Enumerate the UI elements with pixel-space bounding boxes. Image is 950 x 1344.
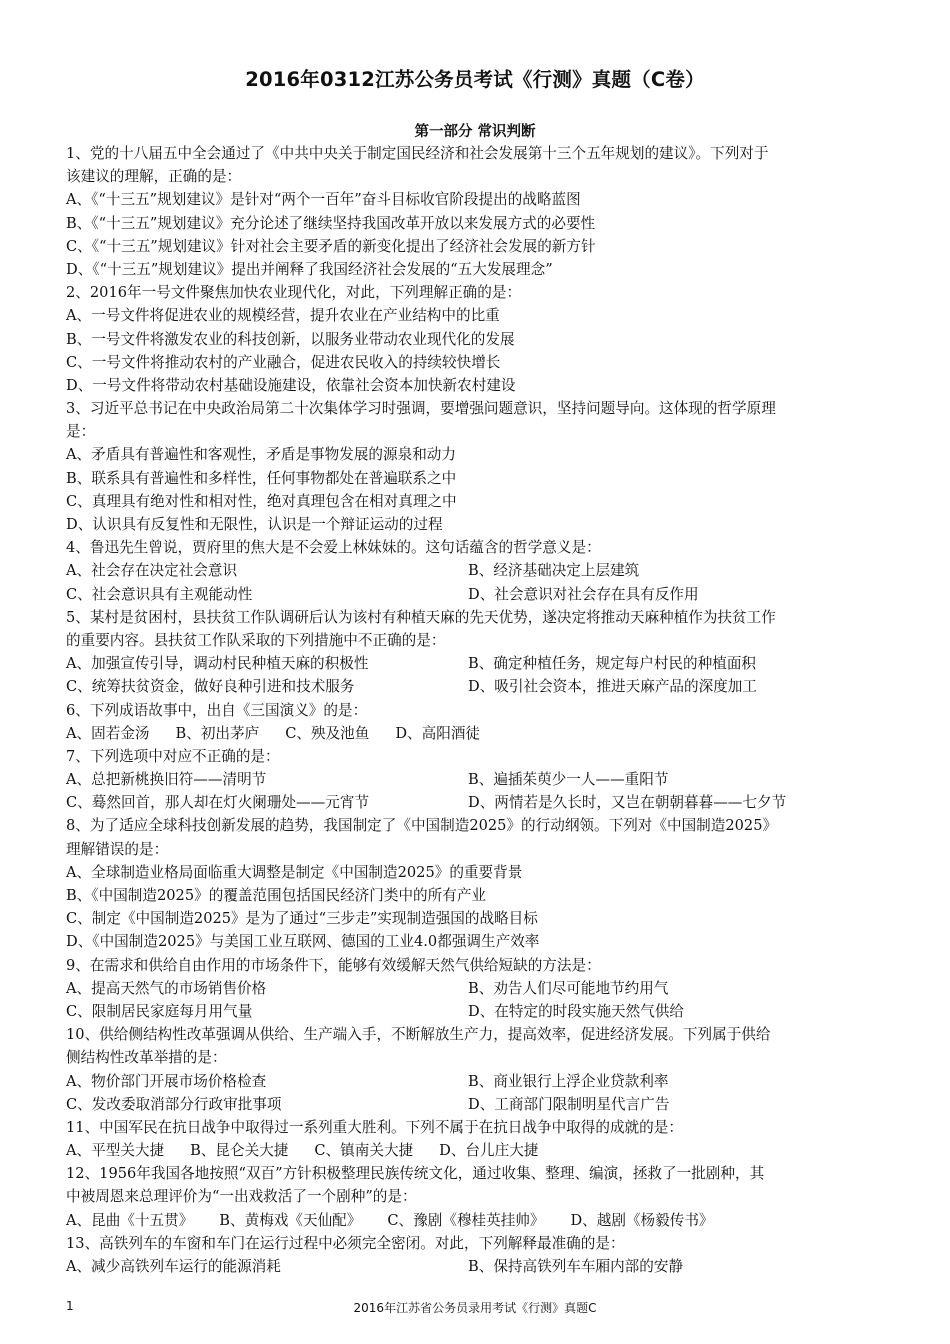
option: B、昆仑关大捷 xyxy=(190,1142,289,1160)
option: B、《中国制造2025》的覆盖范围包括国民经济门类中的所有产业 xyxy=(66,887,487,904)
option: D、《“十三五”规划建议》提出并阐释了我国经济社会发展的“五大发展理念” xyxy=(66,260,553,278)
option: C、豫剧《穆桂英挂帅》 xyxy=(387,1211,545,1229)
option: C、限制居民家庭每月用气量 xyxy=(66,1002,253,1020)
option: C、镇南关大捷 xyxy=(314,1142,414,1160)
question xyxy=(66,745,886,815)
option: C、社会意识具有主观能动性 xyxy=(66,585,253,603)
option: C、蓦然回首，那人却在灯火阑珊处——元宵节 xyxy=(66,794,370,812)
option: A、加强宣传引导，调动村民种植天麻的积极性 xyxy=(66,655,369,673)
option: C、真理具有绝对性和相对性，绝对真理包含在相对真理之中 xyxy=(66,492,457,510)
question-stem: 9、在需求和供给自由作用的市场条件下，能够有效缓解天然气供给短缺的方法是： xyxy=(66,956,601,974)
question xyxy=(66,1023,886,1116)
option: D、台儿庄大捷 xyxy=(439,1142,539,1160)
option: D、工商部门限制明星代言广告 xyxy=(468,1095,670,1113)
question-list xyxy=(66,142,886,1278)
question-stem: 该建议的理解，正确的是： xyxy=(66,168,242,186)
option: A、总把新桃换旧符——清明节 xyxy=(66,771,267,789)
option: D、一号文件将带动农村基础设施建设，依靠社会资本加快新农村建设 xyxy=(66,376,516,394)
option: A、物价部门开展市场价格检查 xyxy=(66,1072,267,1090)
option: D、《中国制造2025》与美国工业互联网、德国的工业4.0都强调生产效率 xyxy=(66,933,540,951)
option: B、商业银行上浮企业贷款利率 xyxy=(468,1072,669,1090)
question-stem: 理解错误的是： xyxy=(66,840,169,858)
option: B、《“十三五”规划建议》充分论述了继续坚持我国改革开放以来发展方式的必要性 xyxy=(66,214,596,232)
option: B、遍插茱萸少一人——重阳节 xyxy=(468,771,669,789)
option: A、昆曲《十五贯》 xyxy=(66,1211,194,1229)
option: C、殃及池鱼 xyxy=(285,724,370,742)
option: B、黄梅戏《天仙配》 xyxy=(219,1211,362,1229)
question-stem: 的重要内容。县扶贫工作队采取的下列措施中不正确的是： xyxy=(66,631,446,649)
question xyxy=(66,1162,886,1232)
question-stem: 3、习近平总书记在中央政治局第二十次集体学习时强调，要增强问题意识，坚持问题导向。这体现的哲学原理 xyxy=(66,400,776,418)
option: D、两情若是久长时，又岂在朝朝暮暮——七夕节 xyxy=(468,794,787,812)
question-stem: 11、中国军民在抗日战争中取得过一系列重大胜利。下列不属于在抗日战争中取得的成就的是： xyxy=(66,1118,683,1136)
option: B、初出茅庐 xyxy=(175,724,260,742)
page-title: 2016年0312江苏公务员考试《行测》真题（C卷） xyxy=(245,68,705,91)
option: B、确定种植任务，规定每户村民的种植面积 xyxy=(468,655,757,673)
question-stem: 5、某村是贫困村，县扶贫工作队调研后认为该村有种植天麻的先天优势，遂决定将推动天麻种植作为扶贫工作 xyxy=(66,608,776,626)
question-stem: 中被周恩来总理评价为“一出戏救活了一个剧种”的是： xyxy=(66,1188,417,1206)
option: D、吸引社会资本，推进天麻产品的深度加工 xyxy=(468,678,757,696)
question-stem: 10、供给侧结构性改革强调从供给、生产端入手，不断解放生产力，提高效率，促进经济发展。下列属于供给 xyxy=(66,1026,771,1044)
question-stem: 13、高铁列车的车窗和车门在运行过程中必须完全密闭。对此，下列解释最准确的是： xyxy=(66,1234,625,1252)
option: A、减少高铁列车运行的能源消耗 xyxy=(66,1258,281,1275)
question xyxy=(66,536,886,606)
option: B、经济基础决定上层建筑 xyxy=(468,562,640,580)
question-stem: 6、下列成语故事中，出自《三国演义》的是： xyxy=(66,701,368,719)
question-stem: 2、2016年一号文件聚焦加快农业现代化，对此，下列理解正确的是： xyxy=(66,284,522,302)
option: C、《“十三五”规划建议》针对社会主要矛盾的新变化提出了经济社会发展的新方针 xyxy=(66,237,596,255)
question-stem: 7、下列选项中对应不正确的是： xyxy=(66,747,280,765)
option: A、《“十三五”规划建议》是针对“两个一百年”奋斗目标收官阶段提出的战略蓝图 xyxy=(66,191,581,209)
option: B、一号文件将激发农业的科技创新，以服务业带动农业现代化的发展 xyxy=(66,330,515,348)
option: A、矛盾具有普遍性和客观性，矛盾是事物发展的源泉和动力 xyxy=(66,446,456,464)
question xyxy=(66,142,886,281)
option: C、统筹扶贫资金，做好良种引进和技术服务 xyxy=(66,678,355,696)
option: C、一号文件将推动农村的产业融合，促进农民收入的持续较快增长 xyxy=(66,353,501,371)
option: A、全球制造业格局面临重大调整是制定《中国制造2025》的重要背景 xyxy=(66,863,523,881)
option: A、提高天然气的市场销售价格 xyxy=(66,979,267,997)
question xyxy=(66,954,886,1024)
question xyxy=(66,606,886,699)
option: D、越剧《杨毅传书》 xyxy=(570,1211,714,1229)
question-stem: 1、党的十八届五中全会通过了《中共中央关于制定国民经济和社会发展第十三个五年规划的建议》。下列对于 xyxy=(66,145,769,162)
section-heading: 第一部分 常识判断 xyxy=(414,124,536,140)
question xyxy=(66,699,886,745)
question xyxy=(66,397,886,536)
option: D、在特定的时段实施天然气供给 xyxy=(468,1002,685,1020)
question-stem: 是： xyxy=(66,423,96,441)
option: A、社会存在决定社会意识 xyxy=(66,562,238,580)
footer-text: 2016年江苏省公务员录用考试《行测》真题C xyxy=(353,1301,597,1315)
question xyxy=(66,281,886,397)
question-stem: 8、为了适应全球科技创新发展的趋势，我国制定了《中国制造2025》的行动纲领。下列对《中国制造2025》 xyxy=(66,817,778,835)
option: A、固若金汤 xyxy=(66,724,150,742)
question-stem: 侧结构性改革举措的是： xyxy=(66,1049,227,1067)
question xyxy=(66,814,886,953)
option: D、认识具有反复性和无限性，认识是一个辩证运动的过程 xyxy=(66,516,443,533)
question xyxy=(66,1116,886,1162)
page-footer xyxy=(0,1299,950,1319)
option: D、社会意识对社会存在具有反作用 xyxy=(468,585,699,603)
option: A、一号文件将促进农业的规模经营，提升农业在产业结构中的比重 xyxy=(66,307,500,325)
question-stem: 4、鲁迅先生曾说，贾府里的焦大是不会爱上林妹妹的。这句话蕴含的哲学意义是： xyxy=(66,539,601,557)
option: B、劝告人们尽可能地节约用气 xyxy=(468,979,669,997)
page-number: 1 xyxy=(66,1299,74,1313)
option: B、保持高铁列车车厢内部的安静 xyxy=(468,1258,684,1275)
option: B、联系具有普遍性和多样性，任何事物都处在普遍联系之中 xyxy=(66,469,457,487)
question-stem: 12、1956年我国各地按照“双百”方针积极整理民族传统文化，通过收集、整理、编演，拯救了一批剧种，其 xyxy=(66,1165,765,1183)
option: C、制定《中国制造2025》是为了通过“三步走”实现制造强国的战略目标 xyxy=(66,910,538,928)
option: C、发改委取消部分行政审批事项 xyxy=(66,1095,282,1113)
option: D、高阳酒徒 xyxy=(395,724,481,742)
question xyxy=(66,1232,886,1278)
option: A、平型关大捷 xyxy=(66,1142,165,1160)
